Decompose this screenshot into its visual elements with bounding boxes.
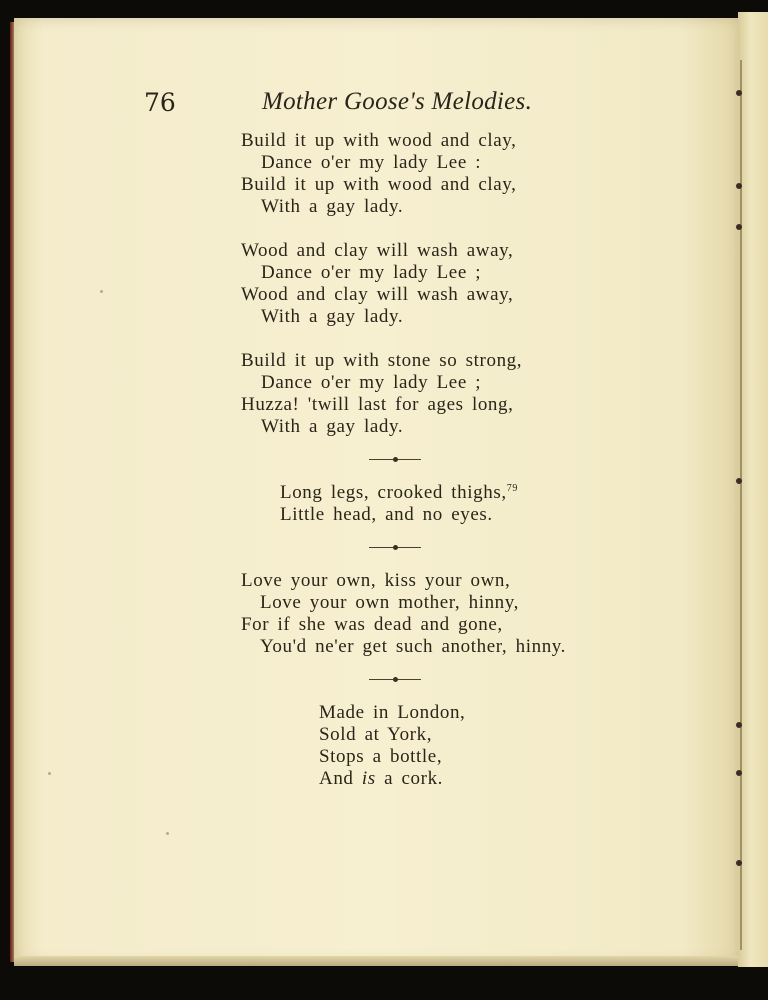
paper-speck [166, 832, 169, 835]
verse-line: With a gay lady. [261, 306, 404, 327]
binding-stitch [736, 770, 742, 776]
verse-line: Build it up with wood and clay, [241, 130, 517, 151]
verse-line: Wood and clay will wash away, [241, 284, 514, 305]
verse-line: Dance o'er my lady Lee ; [261, 262, 482, 283]
section-divider [369, 547, 421, 548]
running-title: Mother Goose's Melodies. [262, 88, 533, 115]
section-divider [369, 459, 421, 460]
verse-line: With a gay lady. [261, 196, 404, 217]
verse-line: Made in London, [319, 702, 466, 723]
binding-stitch [736, 183, 742, 189]
verse-line: Love your own mother, hinny, [260, 592, 519, 613]
verse-text: Long legs, crooked thighs, [280, 482, 507, 503]
verse-line: Sold at York, [319, 724, 433, 745]
binding-stitch [736, 860, 742, 866]
verse-text: a cork. [384, 768, 444, 789]
verse-line: Love your own, kiss your own, [241, 570, 511, 591]
binding-stitch [736, 722, 742, 728]
verse-line: Build it up with stone so strong, [241, 350, 523, 371]
verse-line: Dance o'er my lady Lee : [261, 152, 482, 173]
footnote-marker: 79 [506, 483, 518, 494]
verse-line [319, 768, 443, 790]
verse-text: And [319, 768, 354, 789]
verse-line: Stops a bottle, [319, 746, 443, 767]
binding-stitch [736, 224, 742, 230]
verse-line: Wood and clay will wash away, [241, 240, 514, 261]
facing-page-edge [738, 12, 768, 967]
section-divider [369, 679, 421, 680]
verse-line: Huzza! 'twill last for ages long, [241, 394, 514, 415]
verse-line: You'd ne'er get such another, hinny. [260, 636, 567, 657]
emphasized-word: is [361, 768, 376, 789]
page-number: 76 [144, 88, 176, 117]
page-header [0, 88, 768, 128]
binding-stitch [736, 478, 742, 484]
verse-line: For if she was dead and gone, [241, 614, 503, 635]
page-bottom-edge [14, 956, 740, 966]
verse-line: Dance o'er my lady Lee ; [261, 372, 482, 393]
paper-speck [100, 290, 103, 293]
paper-speck [48, 772, 51, 775]
verse-line: Build it up with wood and clay, [241, 174, 517, 195]
gutter-line [740, 60, 742, 950]
verse-line: Little head, and no eyes. [280, 504, 493, 525]
verse-line: With a gay lady. [261, 416, 404, 437]
verse-line [280, 482, 518, 504]
